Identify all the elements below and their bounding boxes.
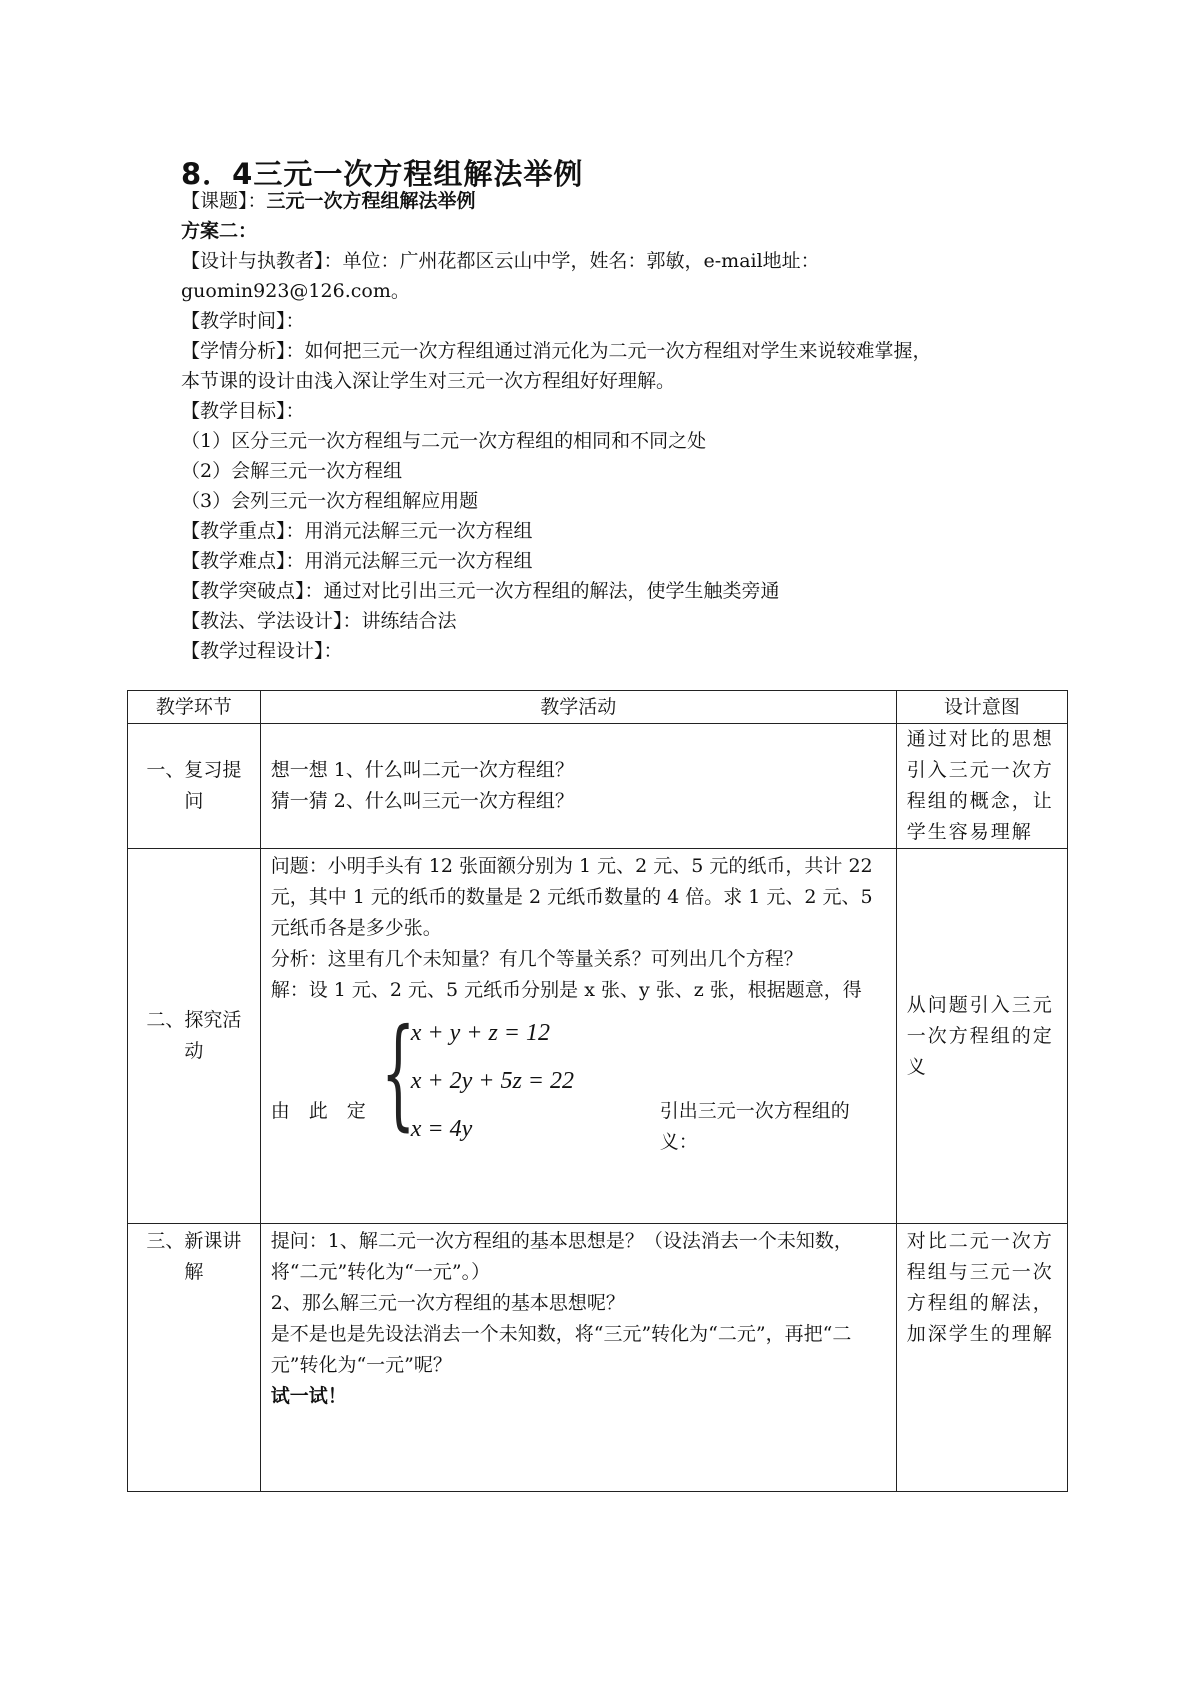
designer-label: 【设计与执教者】： <box>181 250 343 272</box>
activity-cell <box>260 724 896 849</box>
question-text: 是不是也是先设法消去一个未知数，将“三元”转化为“二元”，再把“二元”转化为“一元”呢？ <box>270 1323 852 1376</box>
plan-label: 方案二： <box>181 220 258 242</box>
goal-item: （1）区分三元一次方程组与二元一次方程组的相同和不同之处 <box>181 430 707 452</box>
question-text: 提问：1、解二元一次方程组的基本思想是？（设法消去一个未知数，将“二元”转化为“一元”。） <box>270 1230 853 1283</box>
key-point-value: 用消元法解三元一次方程组 <box>304 520 533 542</box>
process-label: 【教学过程设计】： <box>181 640 343 662</box>
table-header-row <box>128 691 1068 724</box>
header-activity: 教学活动 <box>260 691 896 724</box>
analysis-line-1 <box>181 338 932 364</box>
equation: x + y + z = 12 <box>410 1020 550 1046</box>
difficulty-line <box>181 548 533 574</box>
breakthrough-label: 【教学突破点】： <box>181 580 324 602</box>
table-row <box>128 1224 1068 1492</box>
table-row <box>128 849 1068 1224</box>
key-point-line <box>181 518 533 544</box>
header-stage: 教学环节 <box>128 691 261 724</box>
page-title: 8．4三元一次方程组解法举例 <box>181 157 584 191</box>
solution-text: 解：设 1 元、2 元、5 元纸币分别是 x 张、y 张、z 张，根据题意，得 <box>270 979 862 1001</box>
breakthrough-line <box>181 578 780 604</box>
analysis-text-1: 如何把三元一次方程组通过消元化为二元一次方程组对学生来说较难掌握， <box>304 340 932 362</box>
stage-cell: 一、复习提问 <box>128 724 261 849</box>
activity-line: 想一想 1、什么叫二元一次方程组？ <box>270 759 574 781</box>
methods-value: 讲练结合法 <box>361 610 457 632</box>
designer-line <box>181 248 820 274</box>
try-it-label: 试一试！ <box>270 1385 347 1407</box>
designer-value: 单位：广州花都区云山中学，姓名：郭敏，e-mail地址： <box>342 250 820 272</box>
analysis-label: 【学情分析】： <box>181 340 305 362</box>
key-point-label: 【教学重点】： <box>181 520 305 542</box>
intent-cell: 通过对比的思想引入三元一次方程组的概念，让学生容易理解 <box>896 724 1067 849</box>
header-intent: 设计意图 <box>896 691 1067 724</box>
intent-cell: 对比二元一次方程组与三元一次方程组的解法，加深学生的理解 <box>896 1224 1067 1492</box>
difficulty-value: 用消元法解三元一次方程组 <box>304 550 533 572</box>
methods-line <box>181 608 457 634</box>
difficulty-label: 【教学难点】： <box>181 550 305 572</box>
stage-cell: 二、探究活动 <box>128 849 261 1224</box>
activity-line: 猜一猜 2、什么叫三元一次方程组？ <box>270 790 574 812</box>
breakthrough-value: 通过对比引出三元一次方程组的解法，使学生触类旁通 <box>323 580 780 602</box>
definition-lead-left: 由 此 定 <box>270 1100 366 1122</box>
definition-lead-row <box>271 1096 886 1158</box>
topic-line <box>181 188 476 214</box>
stage-cell: 三、新课讲解 <box>128 1224 261 1492</box>
intent-cell: 从问题引入三元一次方程组的定义 <box>896 849 1067 1224</box>
equation: x = 4y <box>410 1116 473 1142</box>
teaching-time: 【教学时间】： <box>181 310 305 332</box>
teaching-process-table <box>127 690 1068 1492</box>
goal-item: （3）会列三元一次方程组解应用题 <box>181 490 479 512</box>
question-text: 2、那么解三元一次方程组的基本思想呢？ <box>270 1292 625 1314</box>
activity-cell <box>260 1224 896 1492</box>
left-brace: { <box>380 1004 416 1143</box>
goal-item: （2）会解三元一次方程组 <box>181 460 403 482</box>
topic-value: 三元一次方程组解法举例 <box>266 190 476 212</box>
methods-label: 【教法、学法设计】： <box>181 610 362 632</box>
problem-text: 问题：小明手头有 12 张面额分别为 1 元、2 元、5 元的纸币，共计 22 元，其中 1 元的纸币的数量是 2 元纸币数量的 4 倍。求 1 元、2 元、5 元纸币各是多少张。 <box>270 855 873 939</box>
analysis-text: 分析：这里有几个未知量？有几个等量关系？可列出几个方程？ <box>270 948 803 970</box>
goals-label: 【教学目标】： <box>181 400 305 422</box>
activity-cell <box>260 849 896 1224</box>
analysis-line-2: 本节课的设计由浅入深让学生对三元一次方程组好好理解。 <box>181 370 676 392</box>
definition-lead-right: 引出三元一次方程组的义： <box>659 1100 850 1153</box>
table-row <box>128 724 1068 849</box>
topic-label: 【课题】： <box>181 190 267 212</box>
designer-email: guomin923@126.com。 <box>181 280 410 302</box>
equation: x + 2y + 5z = 22 <box>410 1068 574 1094</box>
